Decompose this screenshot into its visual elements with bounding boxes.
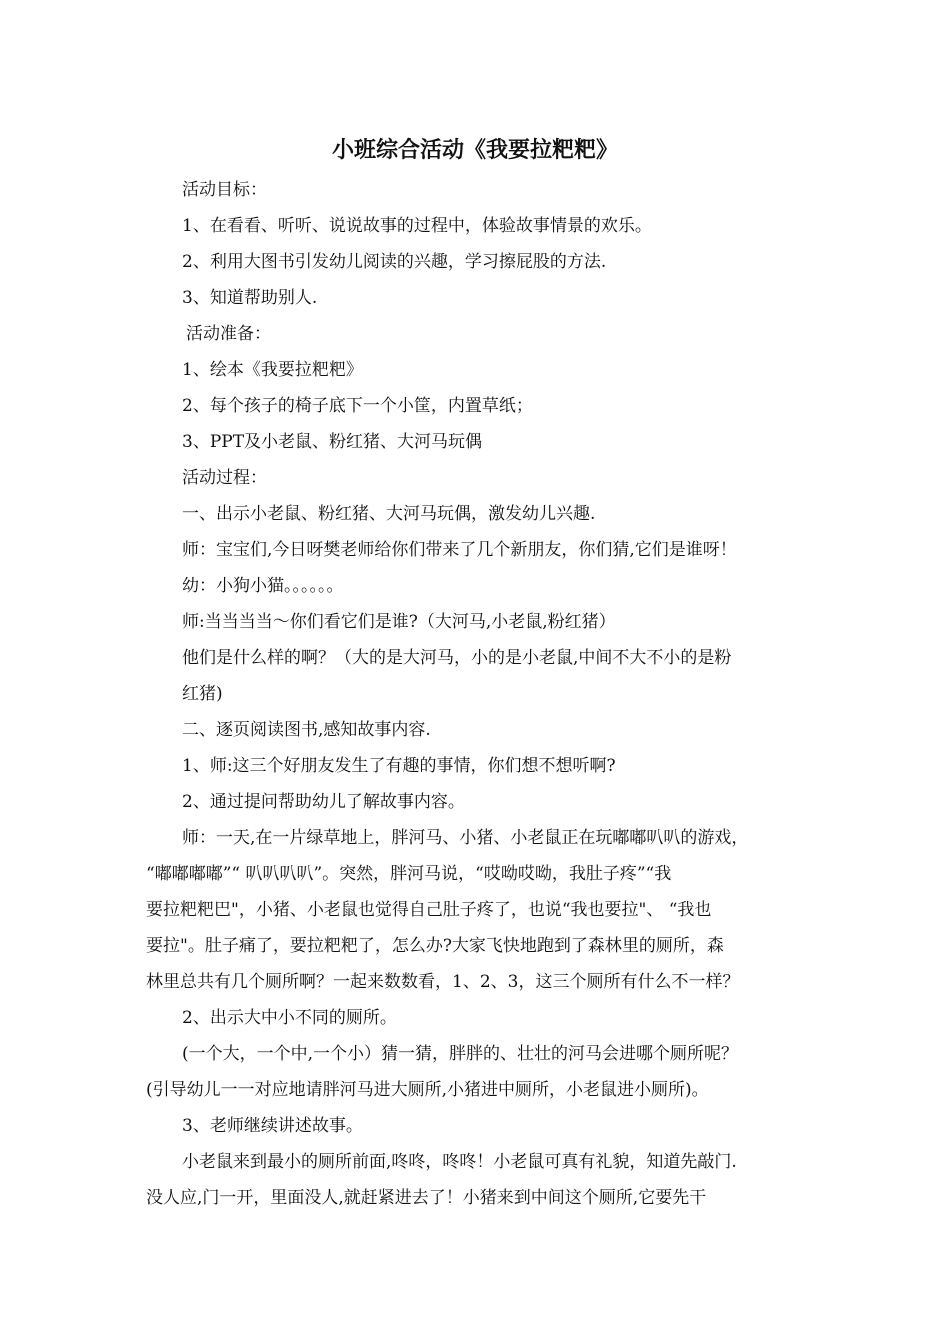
- paragraph-line: 3、老师继续讲述故事。: [182, 1116, 363, 1136]
- paragraph-line: 红猪): [182, 684, 223, 704]
- paragraph-line: (一个大，一个中,一个小）猜一猜，胖胖的、壮壮的河马会进哪个厕所呢？: [182, 1044, 739, 1064]
- section-heading-process: 活动过程：: [182, 468, 267, 488]
- paragraph-line: 他们是什么样的啊？（大的是大河马，小的是小老鼠,中间不大不小的是粉: [182, 648, 732, 668]
- document-body: [146, 172, 810, 1216]
- paragraph-line: 没人应,门一开，里面没人,就赶紧进去了！小猪来到中间这个厕所,它要先干: [146, 1188, 707, 1208]
- paragraph-line: 幼：小狗小猫。。。。。。: [182, 576, 344, 596]
- paragraph-line: 3、知道帮助别人.: [182, 288, 318, 308]
- paragraph-line: 1、在看看、听听、说说故事的过程中，体验故事情景的欢乐。: [182, 216, 652, 236]
- paragraph-line: 2、每个孩子的椅子底下一个小筐，内置草纸；: [182, 396, 533, 416]
- paragraph-line: 小老鼠来到最小的厕所前面,咚咚，咚咚！小老鼠可真有礼貌，知道先敲门.: [182, 1152, 737, 1172]
- paragraph-line: 师：一天,在一片绿草地上，胖河马、小猪、小老鼠正在玩嘟嘟叭叭的游戏，: [182, 828, 749, 848]
- document-title: 小班综合活动《我要拉粑粑》: [331, 137, 618, 163]
- paragraph-line: 2、通过提问帮助幼儿了解故事内容。: [182, 792, 465, 812]
- section-heading-goals: 活动目标：: [182, 180, 267, 200]
- paragraph-line: 二、逐页阅读图书,感知故事内容.: [182, 720, 431, 740]
- paragraph-line: 师:当当当当～你们看它们是谁?（大河马,小老鼠,粉红猪）: [182, 612, 616, 632]
- paragraph-line: 要拉粑粑巴"，小猪、小老鼠也觉得自己肚子疼了，也说“我也要拉"、 “我也: [146, 900, 712, 920]
- paragraph-line: 一、出示小老鼠、粉红猪、大河马玩偶，激发幼儿兴趣.: [182, 504, 596, 524]
- paragraph-line: 3、PPT及小老鼠、粉红猪、大河马玩偶: [182, 432, 483, 452]
- paragraph-line: 要拉"。肚子痛了，要拉粑粑了，怎么办?大家飞快地跑到了森林里的厕所，森: [146, 936, 724, 956]
- paragraph-line: 1、绘本《我要拉粑粑》: [182, 360, 363, 380]
- section-heading-preparation: 活动准备：: [186, 324, 271, 344]
- paragraph-line: 2、出示大中小不同的厕所。: [182, 1008, 397, 1028]
- paragraph-line: 师：宝宝们,今日呀樊老师给你们带来了几个新朋友，你们猜,它们是谁呀！: [182, 540, 737, 560]
- paragraph-line: (引导幼儿一一对应地请胖河马进大厕所,小猪进中厕所，小老鼠进小厕所)。: [146, 1080, 709, 1100]
- paragraph-line: “嘟嘟嘟嘟”“ 叭叭叭叭”。突然，胖河马说，“哎呦哎呦，我肚子疼”“我: [146, 864, 672, 884]
- paragraph-line: 2、利用大图书引发幼儿阅读的兴趣，学习擦屁股的方法.: [182, 252, 607, 272]
- paragraph-line: 1、师:这三个好朋友发生了有趣的事情，你们想不想听啊?: [182, 756, 616, 776]
- paragraph-line: 林里总共有几个厕所啊？一起来数数看，1、2、3，这三个厕所有什么不一样？: [146, 972, 740, 992]
